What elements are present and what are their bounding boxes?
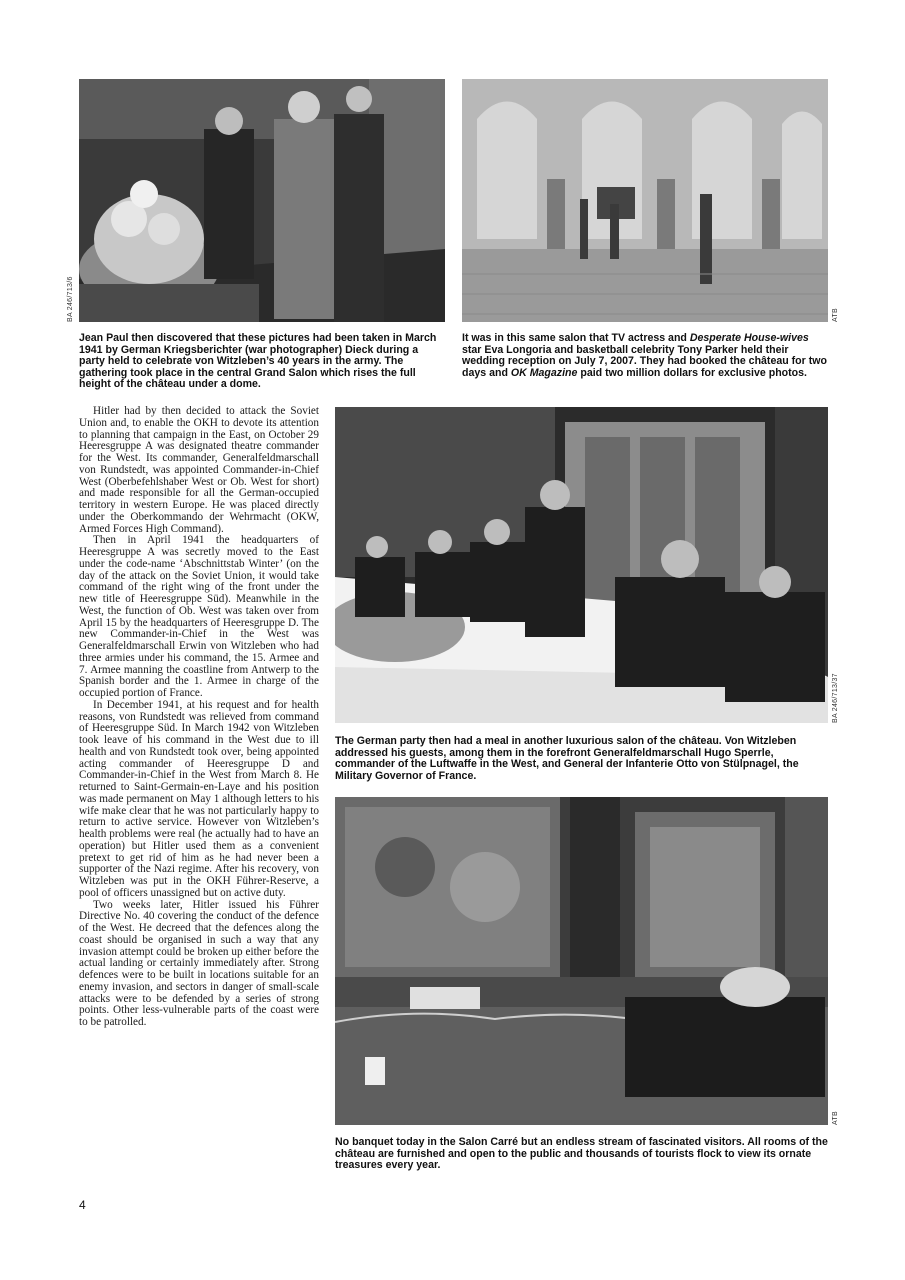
photo-grand-salon-today <box>462 79 828 322</box>
article-body <box>79 406 319 1029</box>
body-paragraph: Hitler had by then decided to attack the Soviet Union and, to enable the OKH to devote its attention to planning that campaign in the East, on October 29 Heeresgruppe A was designated theatre commander for the West. Its commander, Generalfeldmarschall von Rundstedt, was appointed Commander-in-Chief West (Oberbefehlshaber West or Ob. West for short) and made responsible for all the German-occupied territory in western Europe. He was placed directly under the Oberkommando der Wehrmacht (OKW, Armed Forces High Command). <box>79 405 319 535</box>
caption-text: star Eva Longoria and basketball celebrity Tony Parker held their wedding reception on July 7, 2007. They had booked the château for two days and <box>462 343 827 379</box>
caption-grand-salon-today <box>462 333 828 379</box>
photo-credit: BA 246/713/6 <box>67 276 74 322</box>
photo-credit: ATB <box>832 1111 839 1125</box>
caption-text: It was in this same salon that TV actress and <box>462 332 690 344</box>
page-number: 4 <box>79 1198 86 1212</box>
photo-banquet-1941 <box>335 407 828 723</box>
caption-italic-title: Desperate House-wives <box>689 332 809 344</box>
photo-credit: BA 246/713/37 <box>832 673 839 723</box>
photo-banquet-1941-image <box>335 407 828 723</box>
photo-salon-carre-today <box>335 797 828 1125</box>
photo-grand-salon-today-image <box>462 79 828 322</box>
caption-text: paid two million dollars for exclusive photos. <box>577 366 807 379</box>
body-paragraph: Two weeks later, Hitler issued his Führer Directive No. 40 covering the conduct of the defence of the West. He decreed that the defences along the coast should be organised in such a way that any invasion attempt could be broken up either before the actual landing or certainly immediately after. Strong defences were to be built in locations suitable for an enemy invasion, and sectors in danger of small-scale attacks were to be defended by a series of strong points. Other less-vulnerable parts of the coast were to be patrolled. <box>79 898 319 1028</box>
caption-grand-salon-1941: Jean Paul then discovered that these pictures had been taken in March 1941 by German Kriegsberichter (war photographer) Dieck during a party held to celebrate von Witzleben’s 40 years in the army. The gathering took place in the central Grand Salon which rises the full height of the château under a dome. <box>79 332 437 391</box>
photo-credit: ATB <box>832 308 839 322</box>
photo-grand-salon-1941 <box>79 79 445 322</box>
photo-salon-carre-today-image <box>335 797 828 1125</box>
caption-salon-carre-today: No banquet today in the Salon Carré but an endless stream of fascinated visitors. All rooms of the château are furnished and open to the public and thousands of tourists flock to view its ornate treasures every year. <box>335 1136 828 1172</box>
caption-banquet-1941: The German party then had a meal in another luxurious salon of the château. Von Witzleben addressed his guests, among them in the forefront Generalfeldmarschall Hugo Sperrle, commander of the Luftwaffe in the West, and General der Infanterie Otto von Stülpnagel, the Military Governor of France. <box>335 735 799 782</box>
photo-grand-salon-1941-image <box>79 79 445 322</box>
body-paragraph: Then in April 1941 the headquarters of Heeresgruppe A was secretly moved to the East under the code-name ‘Abschnittstab Winter’ (on the day of the attack on the Soviet Union, it would take command of the right wing of the front under the new title of Heeresgruppe Süd). Meanwhile in the West, the function of Ob. West was taken over from April 15 by the headquarters of Heeresgruppe D. The new Commander-in-Chief in the West was Generalfeldmarschall Erwin von Witzleben who had three armies under his command, the 15. Armee and 7. Armee manning the coastline from Antwerp to the Spanish border and the 1. Armee in charge of the occupied portion of France. <box>79 534 319 699</box>
caption-italic-title: OK Magazine <box>510 366 578 379</box>
body-paragraph: In December 1941, at his request and for health reasons, von Rundstedt was relieved from command of Heeresgruppe Süd. In March 1942 von Witzleben took leave of his command in the West due to ill health and von Rundstedt took over, being appointed acting commander of Heeresgruppe D and Commander-in-Chief in the West from March 8. He returned to Saint-Germain-en-Laye and his position was made permanent on May 1 although letters to his wife make clear that he was not particularly happy to return to active service. However von Witzleben’s health problems were real (he actually had to have an operation) but Hitler used them as a convenient pretext to get rid of him as he had never been a supporter of the Nazi regime. After his recovery, von Witzleben was put in the OKH Führer-Reserve, a pool of officers unassigned but on active duty. <box>79 698 319 899</box>
